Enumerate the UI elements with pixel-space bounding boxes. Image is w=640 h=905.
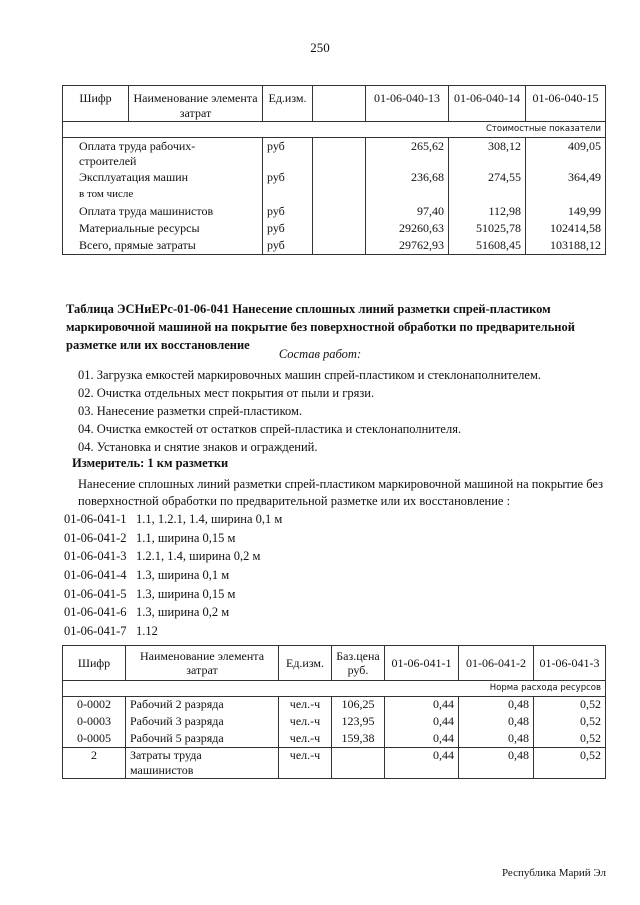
row-value: 0,44 <box>385 714 459 731</box>
row-value: 102414,58 <box>526 220 606 237</box>
table-row <box>63 169 606 186</box>
variant-code: 01-06-041-7 <box>64 624 127 639</box>
row-code: 0-0002 <box>63 697 126 714</box>
row-name: Рабочий 5 разряда <box>126 731 279 748</box>
table-row <box>63 203 606 220</box>
header-col-3: 01-06-041-3 <box>534 646 606 681</box>
row-unit: руб <box>263 237 313 254</box>
row-value: 0,52 <box>534 714 606 731</box>
row-name: Затраты труда машинистов <box>126 748 279 779</box>
row-value: 0,52 <box>534 748 606 779</box>
row-value: 0,48 <box>459 714 534 731</box>
row-value: 51608,45 <box>449 237 526 254</box>
row-name: Рабочий 2 разряда <box>126 697 279 714</box>
header-col-2: 01-06-041-2 <box>459 646 534 681</box>
variant-text: 1.1, ширина 0,15 м <box>136 530 236 545</box>
variant-item <box>64 622 282 641</box>
row-unit: чел.-ч <box>279 714 332 731</box>
table-title: Таблица ЭСНиЕРс-01-06-041 Нанесение сплошных линий разметки спрей-пластиком маркировочной машиной на покрытие без поверхностной обработки по предварительной разметке или их восстановление <box>66 302 575 352</box>
row-value: 364,49 <box>526 169 606 186</box>
header-code: Шифр <box>63 646 126 681</box>
empty-cell <box>313 203 366 220</box>
table-row <box>63 186 606 203</box>
work-item: 04. Установка и снятие знаков и ограждений. <box>78 440 318 454</box>
work-item: 01. Загрузка емкостей маркировочных машин спрей-пластиком и стеклонаполнителем. <box>78 368 542 382</box>
empty-cell <box>313 138 366 170</box>
row-unit: чел.-ч <box>279 697 332 714</box>
row-price <box>332 748 385 779</box>
page-number: 250 <box>310 40 330 55</box>
row-code: 0-0003 <box>63 714 126 731</box>
table-row <box>63 731 606 748</box>
empty-cell <box>313 169 366 186</box>
row-unit: чел.-ч <box>279 748 332 779</box>
variant-text: 1.2.1, 1.4, ширина 0,2 м <box>136 549 261 564</box>
variant-item <box>64 585 282 604</box>
variant-code: 01-06-041-3 <box>64 549 127 564</box>
row-value: 0,48 <box>459 748 534 779</box>
resource-norms-table <box>62 645 606 779</box>
row-unit: руб <box>263 220 313 237</box>
row-value <box>526 186 606 203</box>
row-value: 0,44 <box>385 748 459 779</box>
work-item: 04. Очистка емкостей от остатков спрей-пластика и стеклонаполнителя. <box>78 422 462 436</box>
row-name: Рабочий 3 разряда <box>126 714 279 731</box>
header-col-15: 01-06-040-15 <box>526 86 606 122</box>
header-unit: Ед.изм. <box>279 646 332 681</box>
table-row <box>63 138 606 170</box>
table-row <box>63 237 606 254</box>
row-value: 236,68 <box>366 169 449 186</box>
row-value <box>449 186 526 203</box>
row-unit: руб <box>263 138 313 170</box>
row-value: 51025,78 <box>449 220 526 237</box>
row-value <box>366 186 449 203</box>
variant-code: 01-06-041-2 <box>64 530 127 545</box>
row-unit: руб <box>263 203 313 220</box>
row-unit: руб <box>263 169 313 186</box>
row-price: 159,38 <box>332 731 385 748</box>
header-col-13: 01-06-040-13 <box>366 86 449 122</box>
row-value: 29762,93 <box>366 237 449 254</box>
table-row <box>63 714 606 731</box>
row-unit: чел.-ч <box>279 731 332 748</box>
header-base-price: Баз.цена руб. <box>332 646 385 681</box>
row-price: 123,95 <box>332 714 385 731</box>
variant-code: 01-06-041-5 <box>64 586 127 601</box>
variant-item <box>64 603 282 622</box>
empty-cell <box>313 220 366 237</box>
header-unit: Ед.изм. <box>263 86 313 122</box>
work-item: 02. Очистка отдельных мест покрытия от пыли и грязи. <box>78 386 375 400</box>
row-name: в том числе <box>63 186 263 203</box>
variant-text: 1.1, 1.2.1, 1.4, ширина 0,1 м <box>136 512 283 526</box>
section-label: Стоимостные показатели <box>63 122 606 138</box>
row-name: Всего, прямые затраты <box>63 237 263 254</box>
variant-code: 01-06-041-1 <box>64 512 127 526</box>
header-name: Наименование элемента затрат <box>126 646 279 681</box>
section-label: Норма расхода ресурсов <box>63 681 606 697</box>
meter-label: Измеритель: 1 км разметки <box>72 456 229 470</box>
variant-item <box>64 510 282 529</box>
row-name: Оплата труда машинистов <box>63 203 263 220</box>
variant-item <box>64 547 282 566</box>
work-item: 03. Нанесение разметки спрей-пластиком. <box>78 404 303 418</box>
table-row <box>63 220 606 237</box>
table-header-row <box>63 86 606 122</box>
row-value: 103188,12 <box>526 237 606 254</box>
variant-code: 01-06-041-4 <box>64 568 127 583</box>
header-col-14: 01-06-040-14 <box>449 86 526 122</box>
row-value: 265,62 <box>366 138 449 170</box>
row-value: 308,12 <box>449 138 526 170</box>
row-name: Материальные ресурсы <box>63 220 263 237</box>
row-value: 0,52 <box>534 731 606 748</box>
works-list <box>78 366 541 456</box>
variant-text: 1.3, ширина 0,1 м <box>136 568 230 583</box>
row-value: 29260,63 <box>366 220 449 237</box>
row-price: 106,25 <box>332 697 385 714</box>
header-empty <box>313 86 366 122</box>
section-row <box>63 122 606 138</box>
header-code: Шифр <box>63 86 129 122</box>
footer-region: Республика Марий Эл <box>501 867 606 879</box>
row-unit <box>263 186 313 203</box>
row-value: 0,48 <box>459 697 534 714</box>
variant-text: 1.12 <box>136 624 158 639</box>
works-heading: Состав работ: <box>278 347 362 361</box>
row-value: 0,44 <box>385 697 459 714</box>
description: Нанесение сплошных линий разметки спрей-пластиком маркировочной машиной на покрытие без поверхностной обработки по предварительной разметке или их восстановление : <box>78 477 604 508</box>
row-value: 274,55 <box>449 169 526 186</box>
table-row <box>63 748 606 779</box>
variant-code: 01-06-041-6 <box>64 605 127 620</box>
variant-text: 1.3, ширина 0,15 м <box>136 586 236 601</box>
variant-text: 1.3, ширина 0,2 м <box>136 605 230 620</box>
row-code: 0-0005 <box>63 731 126 748</box>
variant-item <box>64 566 282 585</box>
cost-indicators-table <box>62 85 606 255</box>
table-row <box>63 697 606 714</box>
row-value: 0,48 <box>459 731 534 748</box>
table-header-row <box>63 646 606 681</box>
row-value: 409,05 <box>526 138 606 170</box>
row-name: Эксплуатация машин <box>63 169 263 186</box>
variants-list <box>64 510 282 641</box>
row-value: 0,44 <box>385 731 459 748</box>
variant-item <box>64 529 282 548</box>
row-value: 149,99 <box>526 203 606 220</box>
header-col-1: 01-06-041-1 <box>385 646 459 681</box>
empty-cell <box>313 186 366 203</box>
row-value: 0,52 <box>534 697 606 714</box>
row-code: 2 <box>63 748 126 779</box>
section-row <box>63 681 606 697</box>
empty-cell <box>313 237 366 254</box>
row-name: Оплата труда рабочих-строителей <box>63 138 263 170</box>
row-value: 97,40 <box>366 203 449 220</box>
row-value: 112,98 <box>449 203 526 220</box>
header-name: Наименование элемента затрат <box>129 86 263 122</box>
